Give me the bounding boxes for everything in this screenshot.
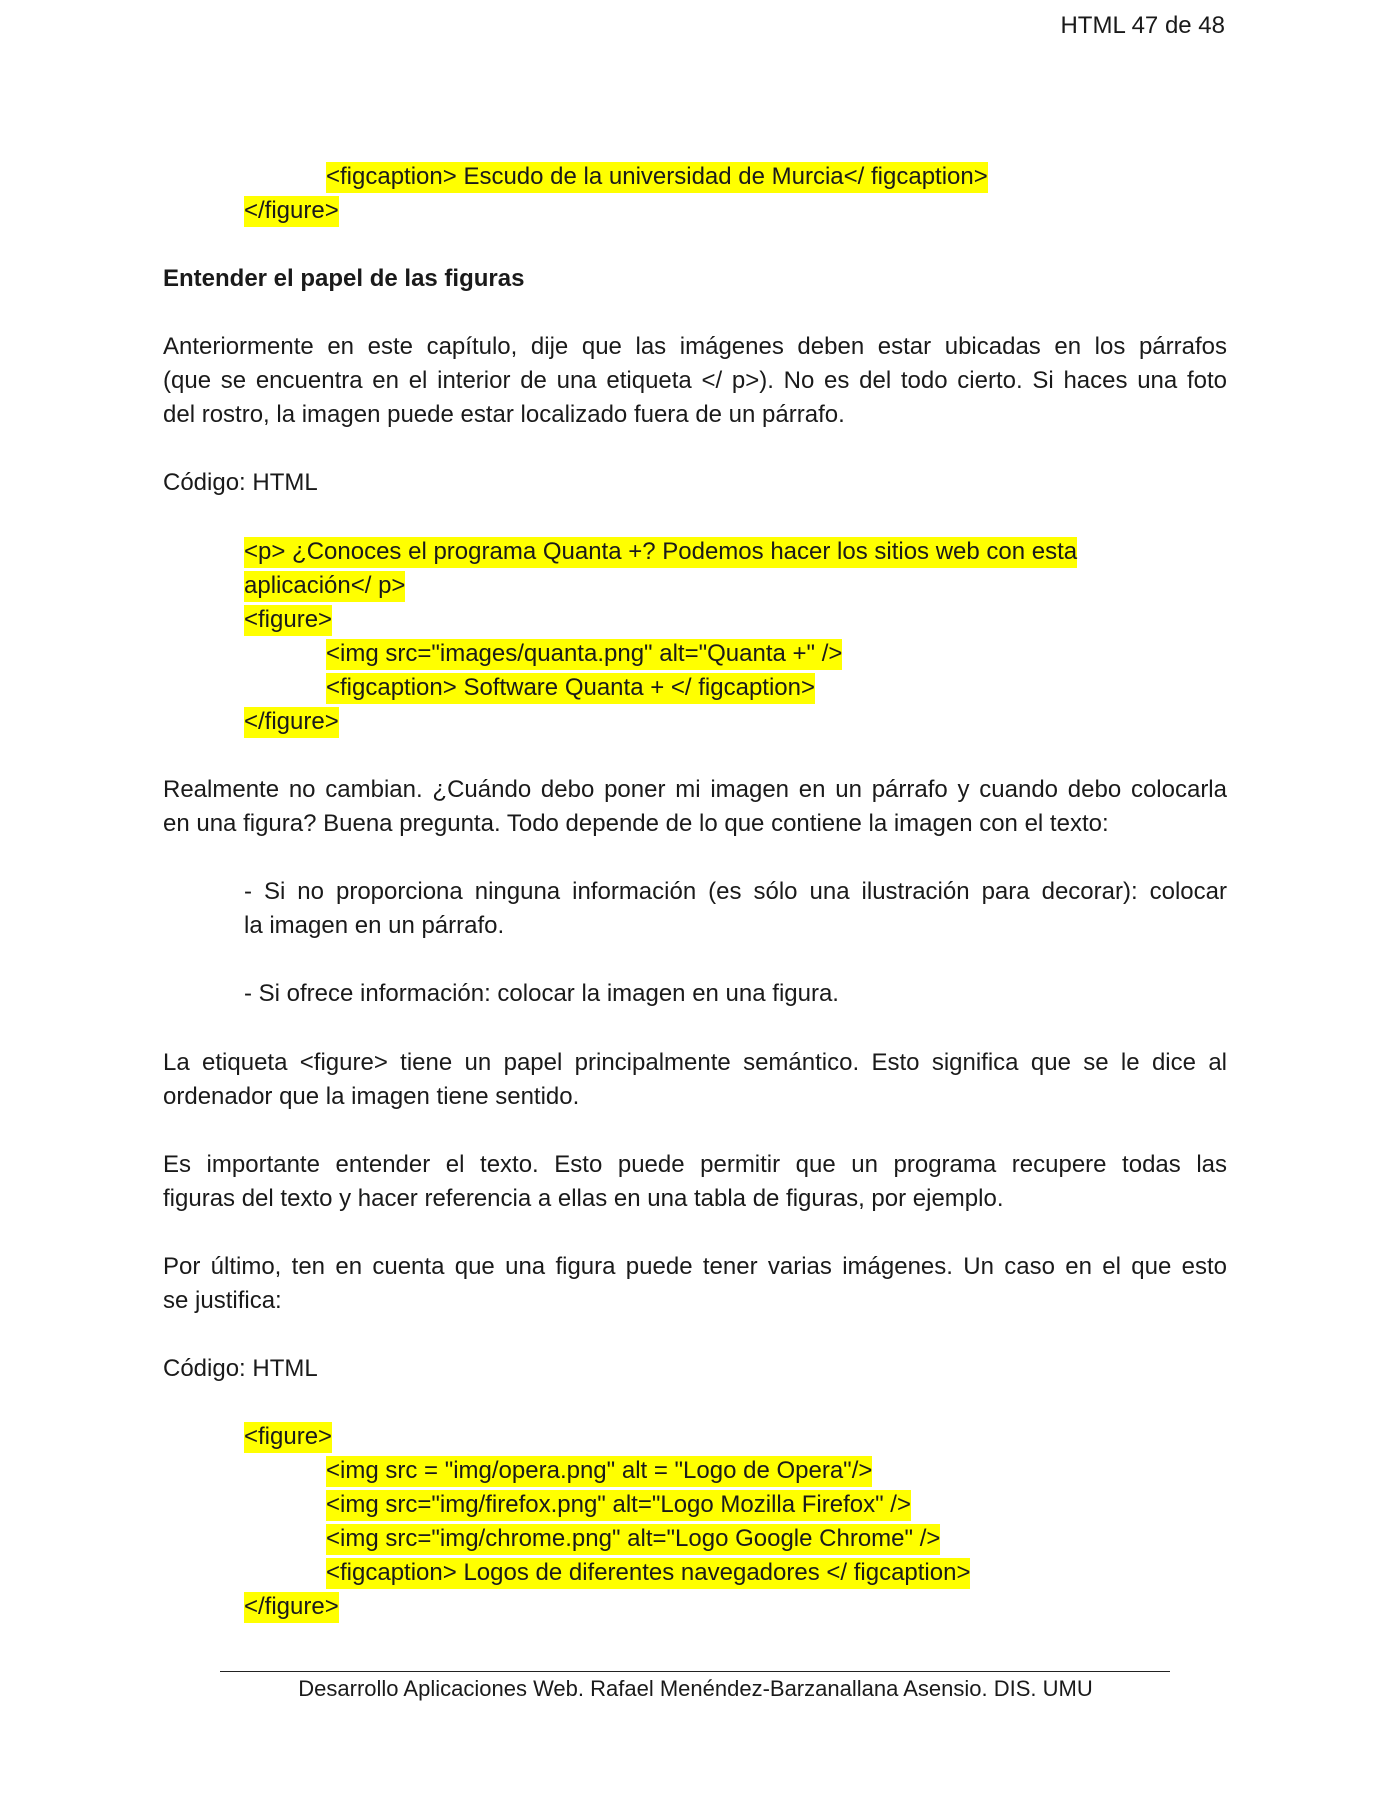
paragraph-line: Anteriormente en este capítulo, dije que las imágenes deben estar ubicadas en los párrafos: [163, 333, 1227, 360]
paragraph-line: La etiqueta <figure> tiene un papel principalmente semántico. Esto significa que se le dice al: [163, 1049, 1227, 1076]
section-heading: Entender el papel de las figuras: [163, 265, 525, 292]
code-line: <figcaption> Escudo de la universidad de Murcia</ figcaption>: [326, 160, 988, 194]
paragraph-line: figuras del texto y hacer referencia a ellas en una tabla de figuras, por ejemplo.: [163, 1185, 1004, 1212]
code-label: Código: HTML: [163, 1355, 318, 1382]
paragraph-line: en una figura? Buena pregunta. Todo depende de lo que contiene la imagen con el texto:: [163, 810, 1109, 837]
paragraph: [163, 1250, 1227, 1318]
code-line: <figcaption> Software Quanta + </ figcaption>: [326, 671, 815, 705]
code-line: <img src="img/chrome.png" alt="Logo Google Chrome" />: [326, 1522, 940, 1556]
paragraph: [163, 1046, 1227, 1114]
paragraph-line: Por último, ten en cuenta que una figura puede tener varias imágenes. Un caso en el que esto: [163, 1253, 1227, 1280]
paragraph: [163, 330, 1227, 432]
list-item-line: la imagen en un párrafo.: [244, 912, 505, 939]
code-line: aplicación</ p>: [244, 569, 405, 603]
code-line: <img src="images/quanta.png" alt="Quanta +" />: [326, 637, 842, 671]
code-line: <img src="img/firefox.png" alt="Logo Mozilla Firefox" />: [326, 1488, 911, 1522]
code-line: <img src = "img/opera.png" alt = "Logo de Opera"/>: [326, 1454, 872, 1488]
paragraph-line: del rostro, la imagen puede estar localizado fuera de un párrafo.: [163, 401, 845, 428]
paragraph-line: (que se encuentra en el interior de una etiqueta </ p>). No es del todo cierto. Si haces una foto: [163, 367, 1227, 394]
paragraph-line: ordenador que la imagen tiene sentido.: [163, 1083, 580, 1110]
page-footer: Desarrollo Aplicaciones Web. Rafael Menéndez-Barzanallana Asensio. DIS. UMU: [298, 1676, 1093, 1701]
code-line: <figure>: [244, 603, 332, 637]
paragraph-line: Realmente no cambian. ¿Cuándo debo poner mi imagen en un párrafo y cuando debo colocarla: [163, 776, 1227, 803]
paragraph: [163, 1148, 1227, 1216]
list-item: - Si ofrece información: colocar la imagen en una figura.: [244, 980, 839, 1007]
footer-rule: [220, 1671, 1170, 1672]
code-line: <figcaption> Logos de diferentes navegadores </ figcaption>: [326, 1556, 970, 1590]
paragraph: [163, 773, 1227, 841]
code-line: </figure>: [244, 1590, 339, 1624]
code-line: </figure>: [244, 194, 339, 228]
paragraph-line: se justifica:: [163, 1287, 282, 1314]
list-item: [244, 875, 1227, 943]
paragraph-line: Es importante entender el texto. Esto puede permitir que un programa recupere todas las: [163, 1151, 1227, 1178]
code-line: <p> ¿Conoces el programa Quanta +? Podemos hacer los sitios web con esta: [244, 535, 1077, 569]
list-item-line: - Si no proporciona ninguna información (es sólo una ilustración para decorar): colocar: [244, 878, 1227, 905]
code-label: Código: HTML: [163, 469, 318, 496]
code-line: <figure>: [244, 1420, 332, 1454]
code-line: </figure>: [244, 705, 339, 739]
page-number: HTML 47 de 48: [1060, 12, 1225, 39]
